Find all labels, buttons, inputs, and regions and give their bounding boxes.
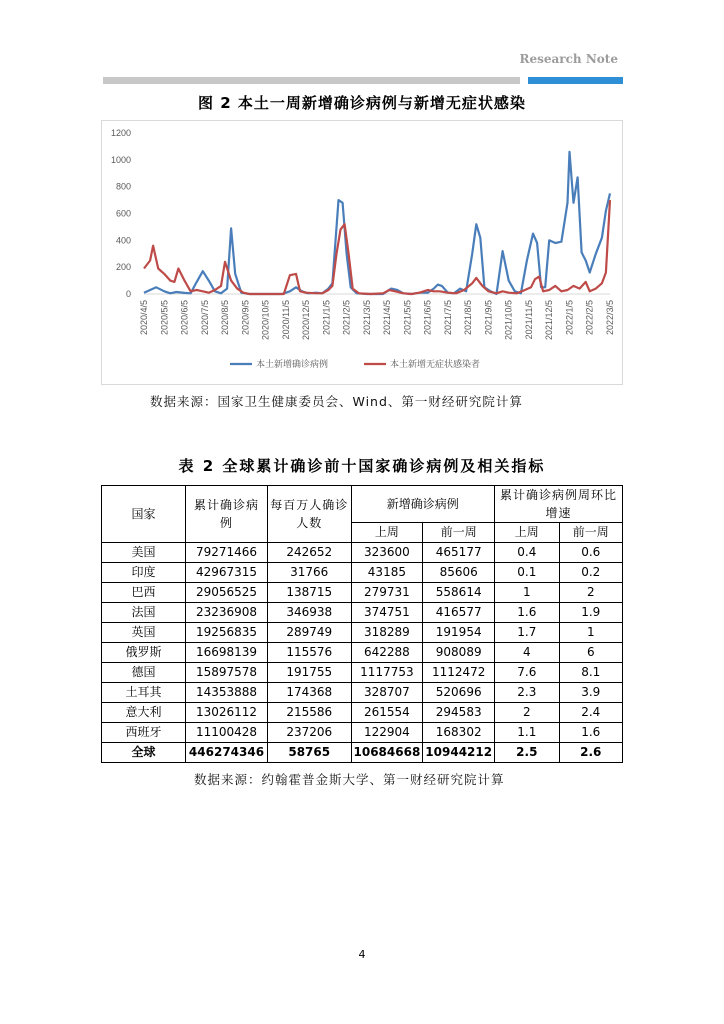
- x-tick-label: 2020/11/5: [280, 300, 291, 340]
- cell-country: 西班牙: [102, 723, 186, 743]
- table-row: [102, 643, 623, 663]
- table-row-total: [102, 743, 623, 763]
- cell-growth-prev-week: 1.6: [559, 723, 622, 743]
- cell-cumulative: 23236908: [186, 603, 268, 623]
- table-source: 数据来源：约翰霍普金斯大学、第一财经研究院计算: [194, 772, 505, 787]
- cell-per-million: 242652: [267, 543, 351, 563]
- header-divider-blue: [528, 77, 623, 84]
- legend-label-2: 本土新增无症状感染者: [390, 360, 481, 370]
- x-tick-label: 2020/4/5: [139, 300, 149, 336]
- cell-new-prev-week: 168302: [423, 723, 495, 743]
- header-growth: 累计确诊病例周环比增速: [495, 486, 623, 523]
- x-tick-label: 2021/7/5: [442, 300, 453, 336]
- cell-new-last-week: 328707: [351, 683, 423, 703]
- table-row: [102, 703, 623, 723]
- cell-cumulative: 42967315: [186, 563, 268, 583]
- y-tick-label: 600: [115, 208, 131, 219]
- cell-growth-last-week: 0.4: [495, 543, 559, 563]
- cell-growth-prev-week: 0.2: [559, 563, 622, 583]
- cell-cumulative: 19256835: [186, 623, 268, 643]
- cell-cumulative: 15897578: [186, 663, 268, 683]
- cell-new-prev-week: 465177: [423, 543, 495, 563]
- cell-growth-prev-week: 2.6: [559, 743, 622, 763]
- legend-label-1: 本土新增确诊病例: [256, 360, 329, 370]
- cell-country: 巴西: [102, 583, 186, 603]
- cell-per-million: 58765: [267, 743, 351, 763]
- cell-growth-last-week: 4: [495, 643, 559, 663]
- header-new-cases: 新增确诊病例: [351, 486, 495, 523]
- header-divider-grey: [103, 77, 520, 84]
- table-row: [102, 543, 623, 563]
- cell-per-million: 289749: [267, 623, 351, 643]
- cell-country: 德国: [102, 663, 186, 683]
- x-tick-label: 2020/7/5: [199, 300, 210, 336]
- cell-cumulative: 16698139: [186, 643, 268, 663]
- x-tick-label: 2021/11/5: [523, 300, 534, 340]
- table-row: [102, 623, 623, 643]
- cell-growth-prev-week: 2: [559, 583, 622, 603]
- cell-per-million: 31766: [267, 563, 351, 583]
- cell-growth-prev-week: 6: [559, 643, 622, 663]
- header-growth-last-week: 上周: [495, 523, 559, 543]
- cell-new-prev-week: 294583: [423, 703, 495, 723]
- y-tick-label: 400: [115, 235, 131, 246]
- y-tick-label: 800: [115, 181, 131, 192]
- series-line-2: [144, 200, 610, 294]
- table-title: 表 2 全球累计确诊前十国家确诊病例及相关指标: [178, 457, 546, 475]
- cell-country: 意大利: [102, 703, 186, 723]
- header-growth-prev-week: 前一周: [559, 523, 622, 543]
- cell-cumulative: 29056525: [186, 583, 268, 603]
- x-tick-label: 2021/3/5: [361, 300, 372, 336]
- cell-growth-last-week: 1.6: [495, 603, 559, 623]
- x-tick-label: 2022/3/5: [605, 300, 615, 336]
- x-tick-label: 2021/8/5: [463, 300, 474, 336]
- x-tick-label: 2021/4/5: [382, 300, 393, 336]
- x-tick-label: 2021/9/5: [483, 300, 494, 336]
- cell-growth-prev-week: 0.6: [559, 543, 622, 563]
- cell-per-million: 215586: [267, 703, 351, 723]
- cell-growth-prev-week: 1.9: [559, 603, 622, 623]
- cell-new-last-week: 318289: [351, 623, 423, 643]
- figure-title: 图 2 本土一周新增确诊病例与新增无症状感染: [198, 94, 526, 112]
- table-row: [102, 663, 623, 683]
- x-tick-label: 2020/9/5: [240, 300, 251, 336]
- x-tick-label: 2020/5/5: [159, 300, 170, 336]
- cell-new-last-week: 1117753: [351, 663, 423, 683]
- header-new-prev-week: 前一周: [423, 523, 495, 543]
- cell-growth-last-week: 7.6: [495, 663, 559, 683]
- cell-new-last-week: 374751: [351, 603, 423, 623]
- cell-new-prev-week: 1112472: [423, 663, 495, 683]
- cell-country: 全球: [102, 743, 186, 763]
- table-row: [102, 603, 623, 623]
- x-tick-label: 2021/12/5: [544, 300, 555, 341]
- cell-growth-prev-week: 2.4: [559, 703, 622, 723]
- cell-cumulative: 13026112: [186, 703, 268, 723]
- header-label: Research Note: [519, 52, 618, 66]
- cell-new-last-week: 43185: [351, 563, 423, 583]
- cell-per-million: 191755: [267, 663, 351, 683]
- y-tick-label: 200: [115, 262, 131, 273]
- cell-new-prev-week: 10944212: [423, 743, 495, 763]
- x-tick-label: 2021/1/5: [321, 300, 332, 336]
- cell-new-prev-week: 85606: [423, 563, 495, 583]
- cell-new-last-week: 323600: [351, 543, 423, 563]
- cell-new-last-week: 279731: [351, 583, 423, 603]
- x-tick-label: 2022/1/5: [564, 300, 575, 336]
- chart-container: [101, 120, 623, 385]
- cell-growth-last-week: 0.1: [495, 563, 559, 583]
- y-tick-label: 0: [125, 289, 131, 299]
- x-tick-label: 2021/2/5: [341, 300, 352, 336]
- x-tick-label: 2022/2/5: [584, 300, 595, 336]
- header-new-last-week: 上周: [351, 523, 423, 543]
- y-tick-label: 1200: [110, 128, 131, 138]
- series-line-1: [144, 152, 610, 294]
- x-tick-label: 2020/6/5: [179, 300, 190, 336]
- x-tick-label: 2020/12/5: [301, 300, 312, 341]
- cell-new-last-week: 10684668: [351, 743, 423, 763]
- cell-growth-last-week: 1.1: [495, 723, 559, 743]
- cell-new-prev-week: 520696: [423, 683, 495, 703]
- cell-country: 美国: [102, 543, 186, 563]
- cell-per-million: 138715: [267, 583, 351, 603]
- table-row: [102, 563, 623, 583]
- x-tick-label: 2020/8/5: [220, 300, 231, 336]
- cell-new-last-week: 642288: [351, 643, 423, 663]
- cell-per-million: 115576: [267, 643, 351, 663]
- cell-country: 俄罗斯: [102, 643, 186, 663]
- cell-country: 英国: [102, 623, 186, 643]
- cell-new-prev-week: 558614: [423, 583, 495, 603]
- x-tick-label: 2021/10/5: [503, 300, 514, 341]
- table-row: [102, 583, 623, 603]
- x-tick-label: 2021/5/5: [402, 300, 413, 336]
- data-table: [101, 485, 623, 763]
- cell-growth-last-week: 1: [495, 583, 559, 603]
- cell-per-million: 237206: [267, 723, 351, 743]
- cell-cumulative: 79271466: [186, 543, 268, 563]
- figure-source: 数据来源：国家卫生健康委员会、Wind、第一财经研究院计算: [150, 394, 523, 409]
- cell-growth-last-week: 2.3: [495, 683, 559, 703]
- cell-country: 印度: [102, 563, 186, 583]
- cell-growth-prev-week: 1: [559, 623, 622, 643]
- table-body: [102, 543, 623, 763]
- cell-per-million: 174368: [267, 683, 351, 703]
- cell-new-prev-week: 416577: [423, 603, 495, 623]
- cell-per-million: 346938: [267, 603, 351, 623]
- y-tick-label: 1000: [110, 154, 131, 165]
- cell-new-last-week: 122904: [351, 723, 423, 743]
- cell-growth-prev-week: 3.9: [559, 683, 622, 703]
- cell-growth-last-week: 2.5: [495, 743, 559, 763]
- header-cumulative: 累计确诊病例: [186, 486, 268, 543]
- cell-new-prev-week: 908089: [423, 643, 495, 663]
- cell-cumulative: 11100428: [186, 723, 268, 743]
- cell-growth-last-week: 1.7: [495, 623, 559, 643]
- table-row: [102, 683, 623, 703]
- line-chart: [102, 121, 622, 384]
- table-row: [102, 723, 623, 743]
- cell-growth-prev-week: 8.1: [559, 663, 622, 683]
- cell-growth-last-week: 2: [495, 703, 559, 723]
- header-per-million: 每百万人确诊人数: [267, 486, 351, 543]
- x-tick-label: 2020/10/5: [260, 300, 271, 341]
- cell-cumulative: 14353888: [186, 683, 268, 703]
- cell-new-last-week: 261554: [351, 703, 423, 723]
- cell-country: 法国: [102, 603, 186, 623]
- x-tick-label: 2021/6/5: [422, 300, 433, 336]
- cell-new-prev-week: 191954: [423, 623, 495, 643]
- cell-cumulative: 446274346: [186, 743, 268, 763]
- cell-country: 土耳其: [102, 683, 186, 703]
- header-country: 国家: [102, 486, 186, 543]
- page-number: 4: [358, 948, 366, 961]
